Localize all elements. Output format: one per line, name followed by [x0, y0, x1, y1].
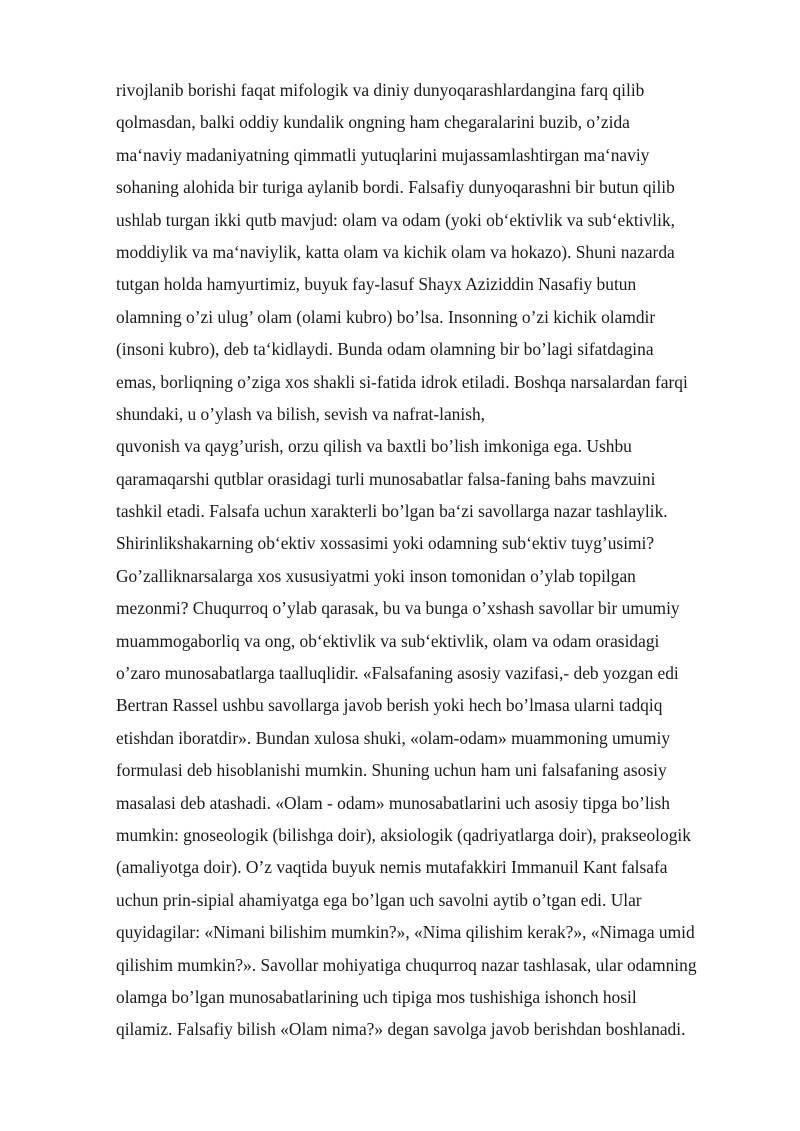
text-line: mumkin: gnoseologik (bilishga doir), aksiologik (qadriyatlarga doir), prakseologik: [116, 824, 691, 845]
text-line: masalasi deb atashadi. «Olam - odam» munosabatlarini uch asosiy tipga bo’lish: [116, 792, 670, 813]
text-line: uchun prin-sipial ahamiyatga ega bo’lgan uch savolni aytib o’tgan edi. Ular: [116, 889, 642, 910]
text-line: Go’zalliknarsalarga xos xususiyatmi yoki inson tomonidan o’ylab topilgan: [116, 565, 636, 586]
text-line: qolmasdan, balki oddiy kundalik ongning ham chegaralarini buzib, o’zida: [116, 112, 630, 133]
text-line: Bertran Rassel ushbu savollarga javob berish yoki hech bo’lmasa ularni tadqiq: [116, 695, 663, 716]
text-line: moddiylik va ma‘naviylik, katta olam va kichik olam va hokazo). Shuni nazarda: [116, 241, 675, 262]
text-line: muammogaborliq va ong, ob‘ektivlik va sub‘ektivlik, olam va odam orasidagi: [116, 630, 660, 651]
text-line: qaramaqarshi qutblar orasidagi turli munosabatlar falsa-faning bahs mavzuini: [116, 468, 656, 489]
text-line: qilamiz. Falsafiy bilish «Olam nima?» degan savolga javob berishdan boshlanadi.: [116, 1019, 686, 1040]
text-line: (insoni kubro), deb ta‘kidlaydi. Bunda odam olamning bir bo’lagi sifatdagina: [116, 339, 654, 360]
text-line: sohaning alohida bir turiga aylanib bordi. Falsafiy dunyoqarashni bir butun qilib: [116, 177, 675, 198]
text-line: ma‘naviy madaniyatning qimmatli yutuqlarini mujassamlashtirgan ma‘naviy: [116, 144, 650, 165]
text-line: etishdan iboratdir». Bundan xulosa shuki, «olam-odam» muammoning umumiy: [116, 727, 671, 748]
body-paragraph: [116, 74, 756, 1046]
text-line: quvonish va qayg’urish, orzu qilish va baxtli bo’lish imkoniga ega. Ushbu: [116, 436, 632, 457]
text-line: Shirinlikshakarning ob‘ektiv xossasimi yoki odamning sub‘ektiv tuyg’usimi?: [116, 533, 655, 554]
text-line: o’zaro munosabatlarga taalluqlidir. «Falsafaning asosiy vazifasi,- deb yozgan edi: [116, 663, 679, 684]
text-line: tashkil etadi. Falsafa uchun xarakterli bo’lgan ba‘zi savollarga nazar tashlaylik.: [116, 501, 668, 522]
text-line: emas, borliqning o’ziga xos shakli si-fatida idrok etiladi. Boshqa narsalardan farqi: [116, 371, 688, 392]
text-line: olamning o’zi ulug’ olam (olami kubro) bo’lsa. Insonning o’zi kichik olamdir: [116, 306, 656, 327]
text-line: olamga bo’lgan munosabatlarining uch tipiga mos tushishiga ishonch hosil: [116, 986, 637, 1007]
text-line: formulasi deb hisoblanishi mumkin. Shuning uchun ham uni falsafaning asosiy: [116, 760, 667, 781]
text-line: (amaliyotga doir). O’z vaqtida buyuk nemis mutafakkiri Immanuil Kant falsafa: [116, 857, 668, 878]
text-line: qilishim mumkin?». Savollar mohiyatiga chuqurroq nazar tashlasak, ular odamning: [116, 954, 697, 975]
text-line: mezonmi? Chuqurroq o’ylab qarasak, bu va bunga o’xshash savollar bir umumiy: [116, 598, 680, 619]
text-line: tutgan holda hamyurtimiz, buyuk fay-lasuf Shayx Aziziddin Nasafiy butun: [116, 274, 637, 295]
text-line: rivojlanib borishi faqat mifologik va diniy dunyoqarashlardangina farq qilib: [116, 80, 645, 100]
text-line: shundaki, u o’ylash va bilish, sevish va nafrat-lanish,: [116, 403, 485, 424]
text-line: ushlab turgan ikki qutb mavjud: olam va odam (yoki ob‘ektivlik va sub‘ektivlik,: [116, 209, 675, 230]
text-line: quyidagilar: «Nimani bilishim mumkin?», «Nima qilishim kerak?», «Nimaga umid: [116, 922, 695, 943]
